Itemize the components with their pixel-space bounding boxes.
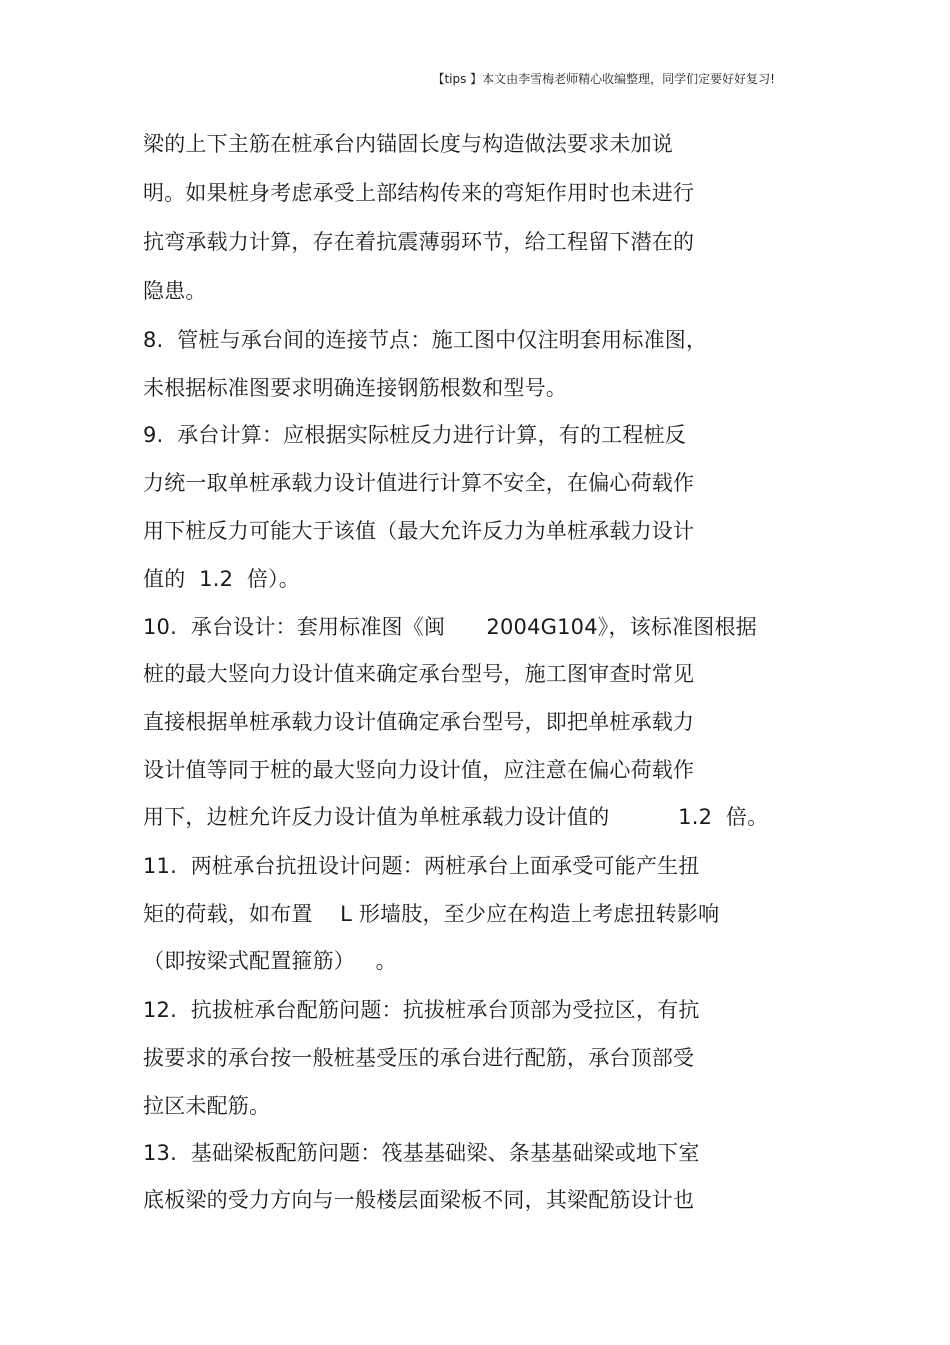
text-line: 力统一取单桩承载力设计值进行计算不安全，在偏心荷载作 xyxy=(143,471,695,495)
text-line: 12. 抗拔桩承台配筋问题：抗拔桩承台顶部为受拉区，有抗 xyxy=(143,998,700,1022)
text-line: 11. 两桩承台抗扭设计问题：两桩承台上面承受可能产生扭 xyxy=(143,854,700,878)
text-line: 拉区未配筋。 xyxy=(143,1094,271,1118)
text-line: 矩的荷载，如布置 L 形墙肢，至少应在构造上考虑扭转影响 xyxy=(143,902,720,926)
text-line: 设计值等同于桩的最大竖向力设计值，应注意在偏心荷载作 xyxy=(143,758,695,782)
text-line: （即按梁式配置箍筋） 。 xyxy=(143,949,397,973)
text-line: 抗弯承载力计算，存在着抗震薄弱环节，给工程留下潜在的 xyxy=(143,230,695,254)
text-line: 直接根据单桩承载力设计值确定承台型号，即把单桩承载力 xyxy=(143,710,695,734)
text-line: 梁的上下主筋在桩承台内锚固长度与构造做法要求未加说 xyxy=(143,132,673,156)
text-line: 用下桩反力可能大于该值（最大允许反力为单桩承载力设计 xyxy=(143,519,695,543)
text-line: 底板梁的受力方向与一般楼层面梁板不同，其梁配筋设计也 xyxy=(143,1188,695,1212)
text-line: 值的 1.2 倍）。 xyxy=(143,567,300,591)
text-line: 未根据标准图要求明确连接钢筋根数和型号。 xyxy=(143,376,567,400)
text-line: 拔要求的承台按一般桩基受压的承台进行配筋，承台顶部受 xyxy=(143,1046,695,1070)
header-tip: 【tips 】本文由李雪梅老师精心收编整理，同学们定要好好复习! xyxy=(432,72,775,86)
text-line: 10. 承台设计：套用标准图《闽 2004G104》，该标准图根据 xyxy=(143,615,757,639)
text-line: 明。如果桩身考虑承受上部结构传来的弯矩作用时也未进行 xyxy=(143,181,695,205)
text-line: 9. 承台计算：应根据实际桩反力进行计算，有的工程桩反 xyxy=(143,423,686,447)
text-line: 隐患。 xyxy=(143,279,207,303)
text-line: 8. 管桩与承台间的连接节点：施工图中仅注明套用标准图， xyxy=(143,328,708,352)
text-line: 13. 基础梁板配筋问题：筏基基础梁、条基基础梁或地下室 xyxy=(143,1141,700,1165)
text-line: 用下，边桩允许反力设计值为单桩承载力设计值的 1.2 倍。 xyxy=(143,805,769,829)
text-line: 桩的最大竖向力设计值来确定承台型号，施工图审查时常见 xyxy=(143,662,695,686)
